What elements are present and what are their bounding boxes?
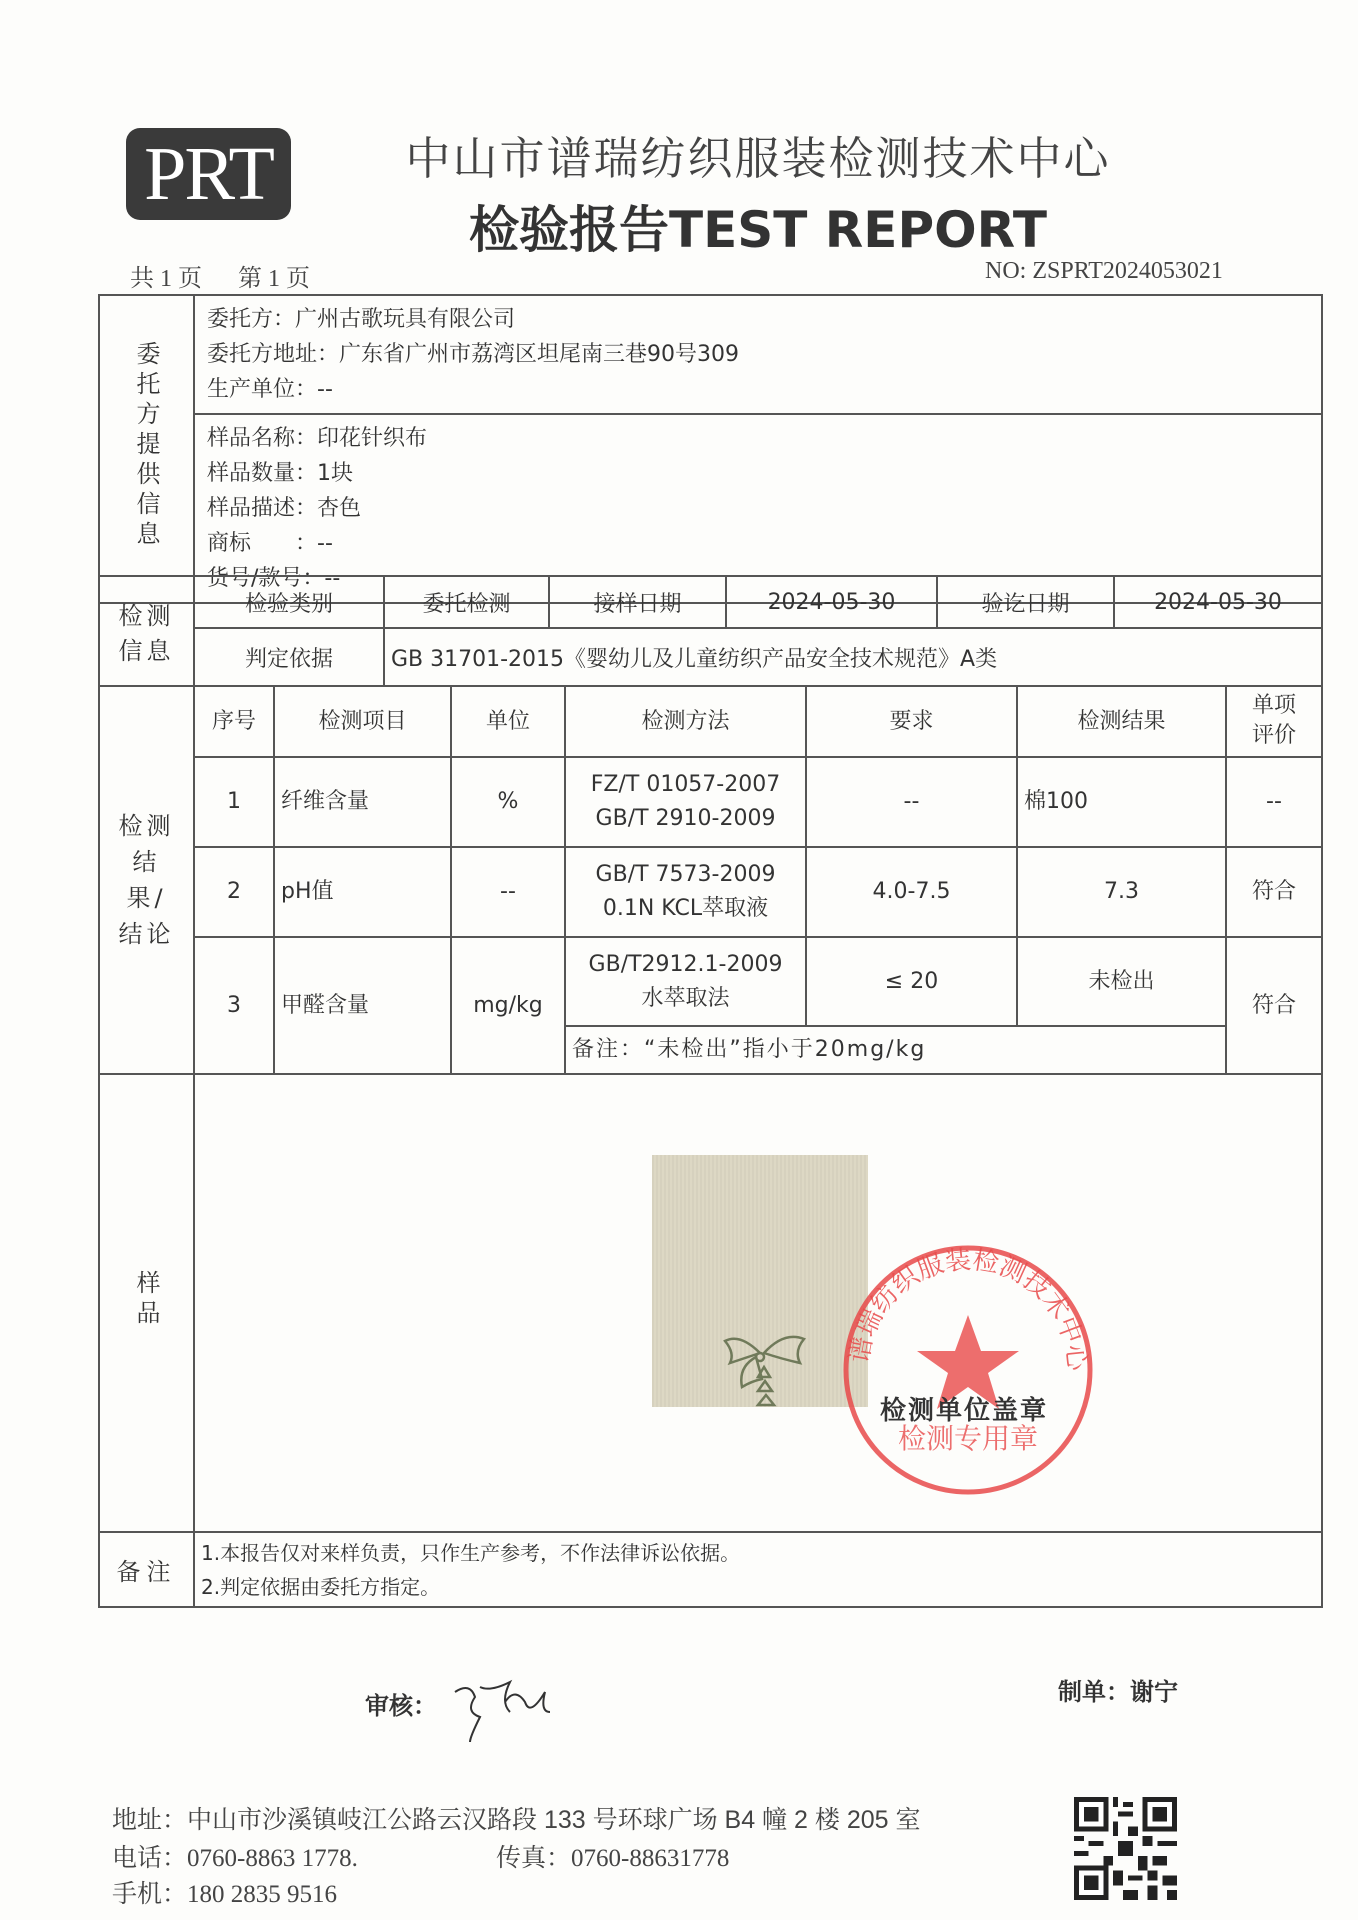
- manufacturer: 生产单位：--: [207, 377, 333, 402]
- prt-logo: PRT: [126, 128, 291, 220]
- palm-tree-print-icon: [652, 1155, 868, 1407]
- current-page: 第 1 页: [238, 266, 310, 292]
- category-value: 委托检测: [384, 576, 549, 628]
- header-item: 检测项目: [274, 686, 451, 757]
- row-method: GB/T2912.1-2009 水萃取法: [565, 937, 806, 1026]
- client-address: 委托方地址：广东省广州市荔湾区坦尾南三巷90号309: [207, 342, 739, 367]
- header-method: 检测方法: [565, 686, 806, 757]
- test-date-label: 验讫日期: [937, 576, 1114, 628]
- sample-label: 样品: [99, 1074, 194, 1532]
- page-count: [130, 258, 340, 293]
- header-no: 序号: [194, 686, 274, 757]
- category-label: 检验类别: [194, 576, 384, 628]
- row-requirement: --: [806, 757, 1017, 847]
- sample-description: 样品描述：杏色: [207, 496, 362, 521]
- row-result: 棉100: [1017, 757, 1226, 847]
- style-number: 货号/款号：--: [207, 566, 341, 591]
- table-row: [99, 847, 1322, 937]
- row-item: pH值: [274, 847, 451, 937]
- sample-quantity: 样品数量：1块: [207, 461, 353, 486]
- row-evaluation: 符合: [1226, 847, 1322, 937]
- table-row: [99, 937, 1322, 1026]
- fabric-sample-image: [652, 1155, 868, 1407]
- basis-label: 判定依据: [194, 628, 384, 686]
- row-item: 纤维含量: [274, 757, 451, 847]
- row-result: 7.3: [1017, 847, 1226, 937]
- test-date: 2024-05-30: [1114, 576, 1322, 628]
- svg-text:检测专用章: 检测专用章: [897, 1422, 1039, 1455]
- row-unit: --: [451, 847, 565, 937]
- remarks-label: 备注: [99, 1532, 194, 1607]
- results-label: 检测结果/结论: [99, 686, 194, 1074]
- test-info-label: 检测信息: [99, 576, 194, 686]
- row-evaluation: 符合: [1226, 937, 1322, 1074]
- qr-code[interactable]: [1074, 1795, 1177, 1902]
- footer-mobile: 手机：180 2835 9516: [112, 1881, 338, 1908]
- row-requirement: 4.0-7.5: [806, 847, 1017, 937]
- reviewer-signature: [445, 1672, 555, 1742]
- result-note: 备注：“未检出”指小于20mg/kg: [565, 1026, 1226, 1074]
- client-block: [194, 295, 1322, 414]
- header-evaluation: 单项评价: [1226, 686, 1322, 757]
- header-unit: 单位: [451, 686, 565, 757]
- client-info-label: 委托方提供信息: [99, 295, 194, 603]
- sample-name: 样品名称：印花针织布: [207, 426, 428, 451]
- report-maker: 制单：谢宁: [1058, 1678, 1178, 1706]
- results-table: [98, 685, 1323, 1075]
- total-pages: 共 1 页: [130, 266, 202, 292]
- inspection-seal: [841, 1243, 1095, 1497]
- row-method: FZ/T 01057-2007 GB/T 2910-2009: [565, 757, 806, 847]
- row-no: 3: [194, 937, 274, 1074]
- svg-text:谱瑞纺织服装检测技术中心: 谱瑞纺织服装检测技术中心: [844, 1245, 1092, 1373]
- footer-address: 地址：中山市沙溪镇岐江公路云汉路段 133 号环球广场 B4 幢 2 楼 205 室: [112, 1806, 921, 1834]
- test-info-table: [98, 575, 1323, 687]
- row-no: 2: [194, 847, 274, 937]
- trademark: 商标 ：--: [207, 531, 333, 556]
- remark-item: 1.本报告仅对来样负责，只作生产参考，不作法律诉讼依据。: [201, 1540, 741, 1565]
- row-item: 甲醛含量: [274, 937, 451, 1074]
- remarks-content: [194, 1532, 1322, 1607]
- header-result: 检测结果: [1017, 686, 1226, 757]
- receive-date: 2024-05-30: [726, 576, 937, 628]
- row-unit: %: [451, 757, 565, 847]
- client-name: 委托方：广州古歌玩具有限公司: [207, 307, 516, 332]
- row-evaluation: --: [1226, 757, 1322, 847]
- results-header-row: [99, 686, 1322, 757]
- row-method: GB/T 7573-2009 0.1N KCL萃取液: [565, 847, 806, 937]
- report-number: NO: ZSPRT2024053021: [985, 258, 1223, 284]
- remark-item: 2.判定依据由委托方指定。: [201, 1574, 441, 1599]
- row-result: 未检出: [1017, 937, 1226, 1026]
- table-row: [99, 757, 1322, 847]
- receive-date-label: 接样日期: [549, 576, 726, 628]
- stamp-caption: 检测单位盖章: [880, 1396, 1049, 1426]
- client-info-table: [98, 294, 1323, 604]
- row-unit: mg/kg: [451, 937, 565, 1074]
- header-requirement: 要求: [806, 686, 1017, 757]
- basis-value: GB 31701-2015《婴幼儿及儿童纺织产品安全技术规范》A类: [384, 628, 1322, 686]
- footer-fax: 传真：0760-88631778: [496, 1845, 730, 1872]
- row-no: 1: [194, 757, 274, 847]
- footer-phone: 电话：0760-8863 1778.: [112, 1845, 358, 1872]
- organization-name: 中山市谱瑞纺织服装检测技术中心: [405, 134, 1111, 184]
- reviewer: 审核：: [365, 1672, 555, 1742]
- row-requirement: ≤ 20: [806, 937, 1017, 1026]
- report-title: 检验报告TEST REPORT: [469, 201, 1047, 259]
